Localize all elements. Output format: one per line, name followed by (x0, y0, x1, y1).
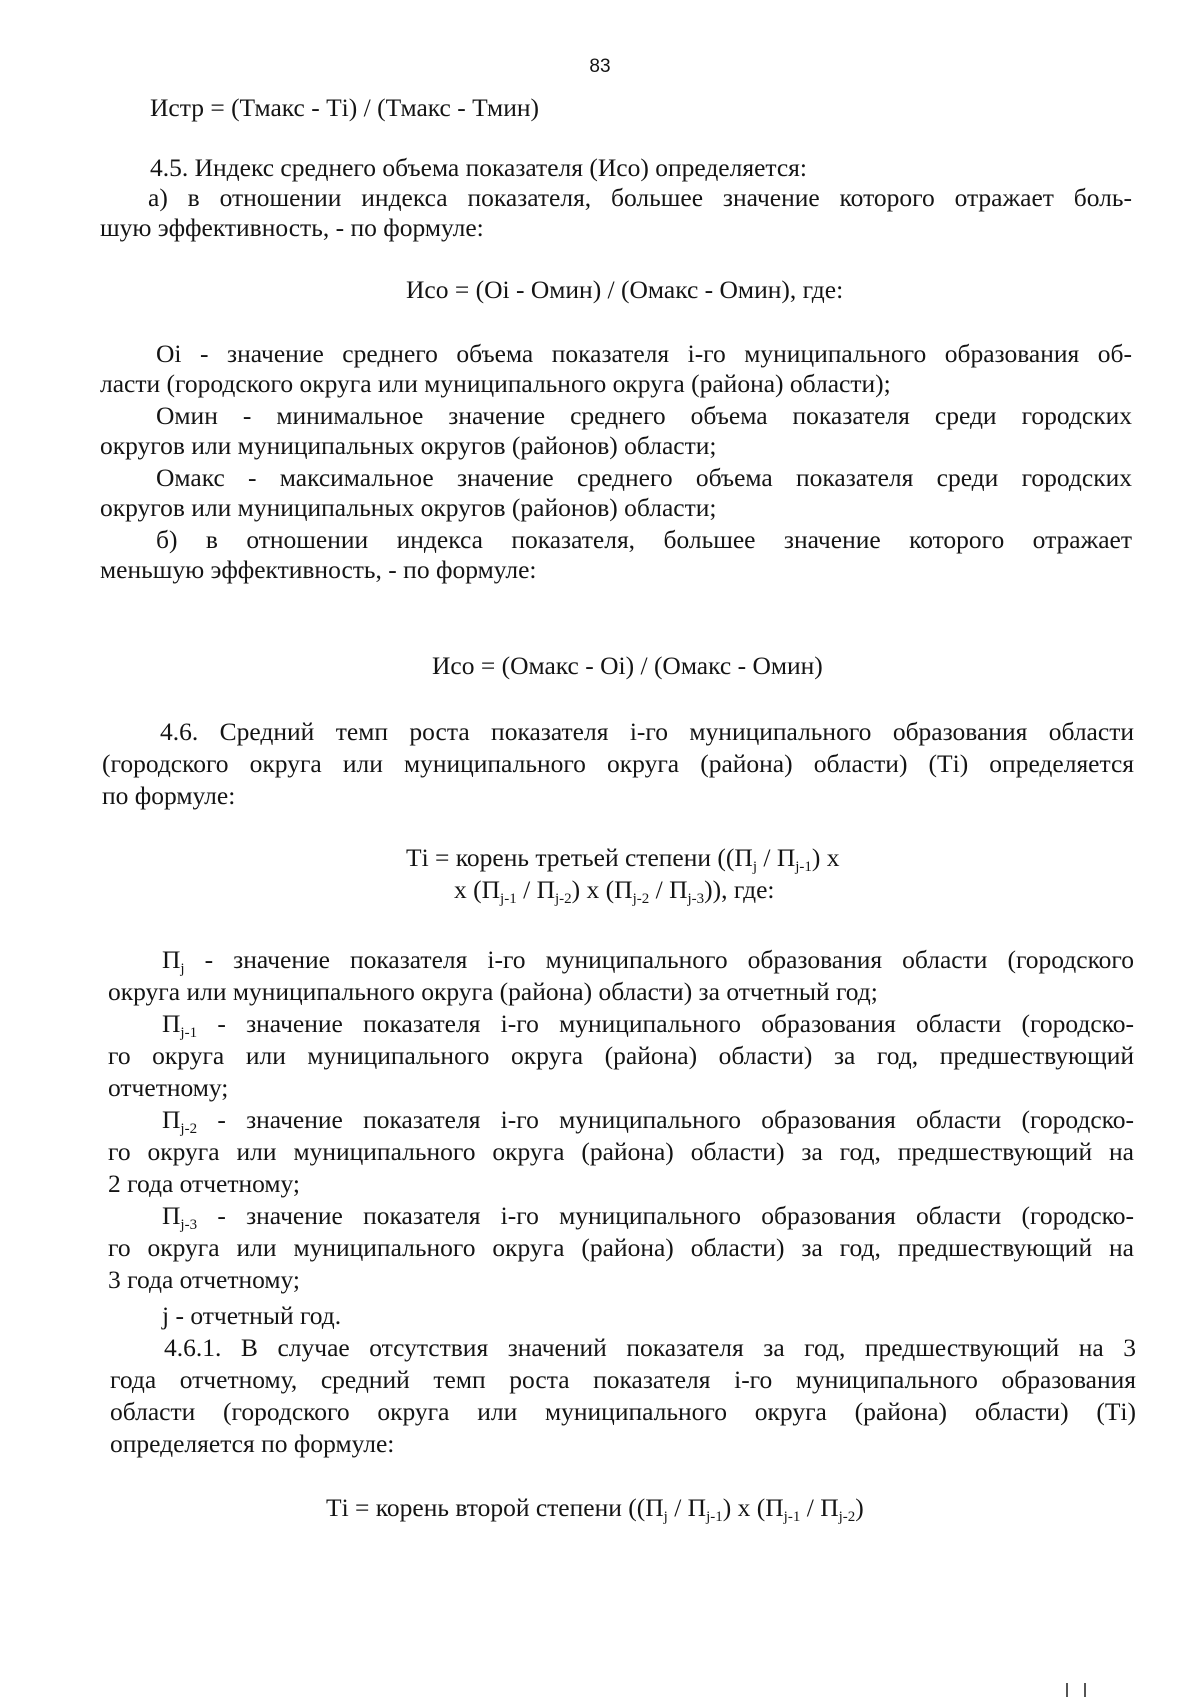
section-4-5-heading: 4.5. Индекс среднего объема показателя (Исо) определяется: (150, 153, 807, 182)
section-4-6-1-line4: определяется по формуле: (110, 1429, 395, 1458)
def-pj3-line1: $П_{j-3}$ - значение показателя i-го муниципального образования области (городско- (162, 1201, 1134, 1233)
def-pj-line2: округа или муниципального округа (района) области) за отчетный год; (108, 977, 878, 1006)
def-omin-line1: Омин - минимальное значение среднего объема показателя среди городских (156, 401, 1132, 430)
formula-ti-cubic-line2: х $(П_{j-1} / П_{j-2})$ х $(П_{j-2} / П_{j-3})$), где: (454, 875, 775, 907)
def-pj1-line3: отчетному; (108, 1073, 229, 1102)
formula-istr: Истр = (Тмакс - Тi) / (Тмакс - Тмин) (150, 93, 539, 122)
paragraph-b-line1: б) в отношении индекса показателя, большее значение которого отражает (156, 525, 1132, 554)
section-4-6-1-line3: области (городского округа или муниципального округа (района) области) (Тi) (110, 1397, 1136, 1426)
scan-edge-mark (1084, 1683, 1086, 1697)
def-omin-line2: округов или муниципальных округов (районов) области; (100, 431, 717, 460)
def-pj2-line2: го округа или муниципального округа (района) области) за год, предшествующий на (108, 1137, 1134, 1166)
formula-iso-1: Исо = (Оi - Омин) / (Омакс - Омин), где: (406, 275, 844, 304)
section-4-6-line3: по формуле: (102, 781, 236, 810)
def-pj1-line1: $П_{j-1}$ - значение показателя i-го муниципального образования области (городско- (162, 1009, 1134, 1041)
def-omax-line1: Омакс - максимальное значение среднего объема показателя среди городских (156, 463, 1132, 492)
section-4-6-1-line2: года отчетному, средний темп роста показателя i-го муниципального образования (110, 1365, 1136, 1394)
section-4-6-line1: 4.6. Средний темп роста показателя i-го муниципального образования области (160, 717, 1134, 746)
def-pj-line1: $П_j$ - значение показателя i-го муниципального образования области (городского (162, 945, 1134, 977)
def-pj2-line1: $П_{j-2}$ - значение показателя i-го муниципального образования области (городско- (162, 1105, 1134, 1137)
page-number: 83 (589, 56, 611, 77)
section-4-6-line2: (городского округа или муниципального округа (района) области) (Тi) определяется (102, 749, 1134, 778)
section-4-6-1-line1: 4.6.1. В случае отсутствия значений показателя за год, предшествующий на 3 (164, 1333, 1136, 1362)
def-omax-line2: округов или муниципальных округов (районов) области; (100, 493, 717, 522)
def-j: j - отчетный год. (162, 1301, 342, 1330)
paragraph-b-line2: меньшую эффективность, - по формуле: (100, 555, 537, 584)
scan-edge-mark (1066, 1683, 1068, 1697)
def-pj3-line3: 3 года отчетному; (108, 1265, 301, 1294)
def-pj2-line3: 2 года отчетному; (108, 1169, 301, 1198)
def-oi-line2: ласти (городского округа или муниципального округа (района) области); (100, 369, 891, 398)
formula-iso-2: Исо = (Омакс - Оi) / (Омакс - Омин) (432, 651, 823, 680)
formula-ti-square: Тi = корень второй степени ($(П_j / П_{j-1})$ х $(П_{j-1} / П_{j-2})$ (326, 1493, 864, 1525)
paragraph-a-line2: шую эффективность, - по формуле: (100, 213, 484, 242)
paragraph-a-line1: а) в отношении индекса показателя, большее значение которого отражает боль- (148, 183, 1132, 212)
formula-ti-cubic-line1: Тi = корень третьей степени ($(П_j / П_{j-1})$ х (406, 843, 840, 875)
def-pj1-line2: го округа или муниципального округа (района) области) за год, предшествующий (108, 1041, 1134, 1070)
def-oi-line1: Оi - значение среднего объема показателя i-го муниципального образования об- (156, 339, 1132, 368)
def-pj3-line2: го округа или муниципального округа (района) области) за год, предшествующий на (108, 1233, 1134, 1262)
